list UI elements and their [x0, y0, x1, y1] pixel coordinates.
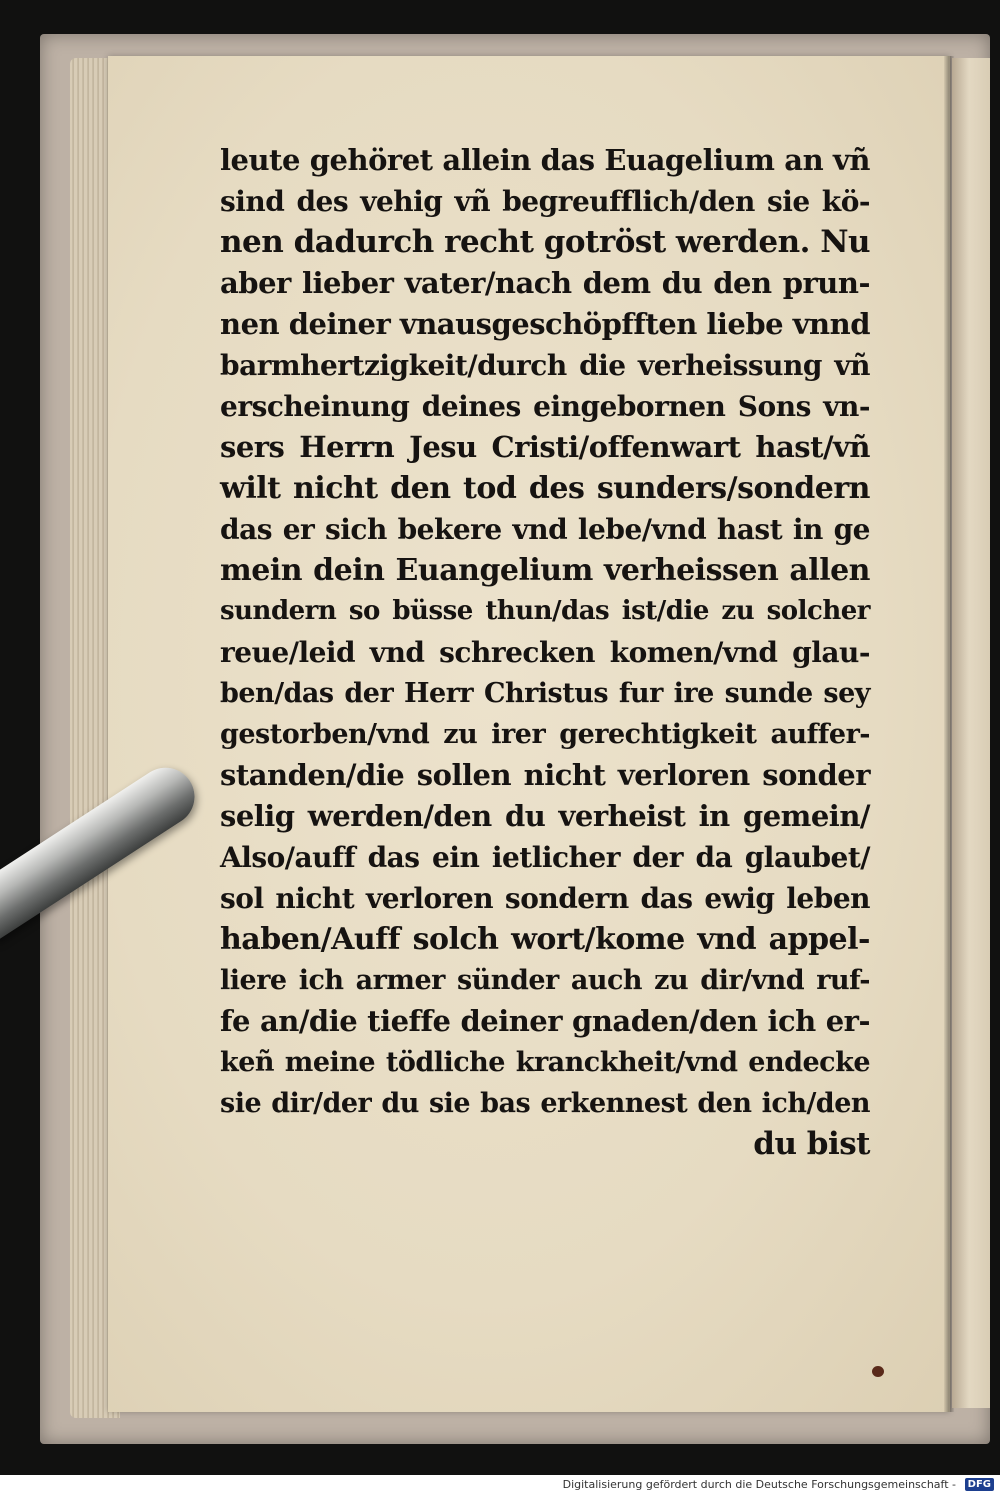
- text-line: wilt nicht den tod des sunders/sondern: [220, 471, 870, 506]
- text-line: erscheinung deines eingebornen Sons vn-: [220, 390, 870, 423]
- text-line: mein dein Euangelium verheissen allen: [220, 553, 870, 588]
- text-line: leute gehöret allein das Euagelium an vñ: [220, 143, 870, 177]
- facing-page-edge: [952, 58, 990, 1408]
- footer-bar: [0, 1475, 1000, 1495]
- text-line: liere ich armer sünder auch zu dir/vnd ruf-: [220, 965, 870, 996]
- text-line: sind des vehig vñ begreufflich/den sie kö-: [220, 185, 870, 218]
- text-line: haben/Auff solch wort/kome vnd appel-: [220, 922, 870, 957]
- text-line: nen deiner vnausgeschöpfften liebe vnnd: [220, 307, 871, 341]
- text-line: Also/auff das ein ietlicher der da glaubet/: [220, 841, 870, 874]
- text-line: gestorben/vnd zu irer gerechtigkeit auffer-: [220, 719, 870, 750]
- text-line: sol nicht verloren sondern das ewig leben: [220, 882, 870, 915]
- text-line: ben/das der Herr Christus fur ire sunde sey: [220, 678, 870, 709]
- ink-spot: [872, 1366, 884, 1377]
- text-line: keñ meine tödliche kranckheit/vnd endecke: [220, 1047, 870, 1078]
- catchword: du bist: [753, 1126, 870, 1162]
- text-line: reue/leid vnd schrecken komen/vnd glau-: [220, 636, 870, 669]
- text-line: sers Herrn Jesu Cristi/offenwart hast/vñ: [220, 430, 870, 464]
- text-line: aber lieber vater/nach dem du den prun-: [220, 266, 870, 300]
- dfg-logo: DFG: [965, 1478, 994, 1491]
- footer-credit-text: Digitalisierung gefördert durch die Deutsche Forschungsgemeinschaft -: [562, 1478, 956, 1491]
- text-block: [220, 140, 870, 1165]
- text-line: das er sich bekere vnd lebe/vnd hast in ge: [220, 513, 870, 546]
- text-line: fe an/die tieffe deiner gnaden/den ich er-: [220, 1004, 870, 1038]
- text-line: standen/die sollen nicht verloren sonder: [220, 758, 870, 792]
- text-line: nen dadurch recht gotröst werden. Nu: [220, 224, 871, 260]
- text-line: sundern so büsse thun/das ist/die zu solcher: [220, 596, 870, 626]
- text-line: sie dir/der du sie bas erkennest den ich/den: [220, 1088, 870, 1119]
- text-line: barmhertzigkeit/durch die verheissung vñ: [220, 349, 870, 382]
- text-line: selig werden/den du verheist in gemein/: [220, 799, 870, 833]
